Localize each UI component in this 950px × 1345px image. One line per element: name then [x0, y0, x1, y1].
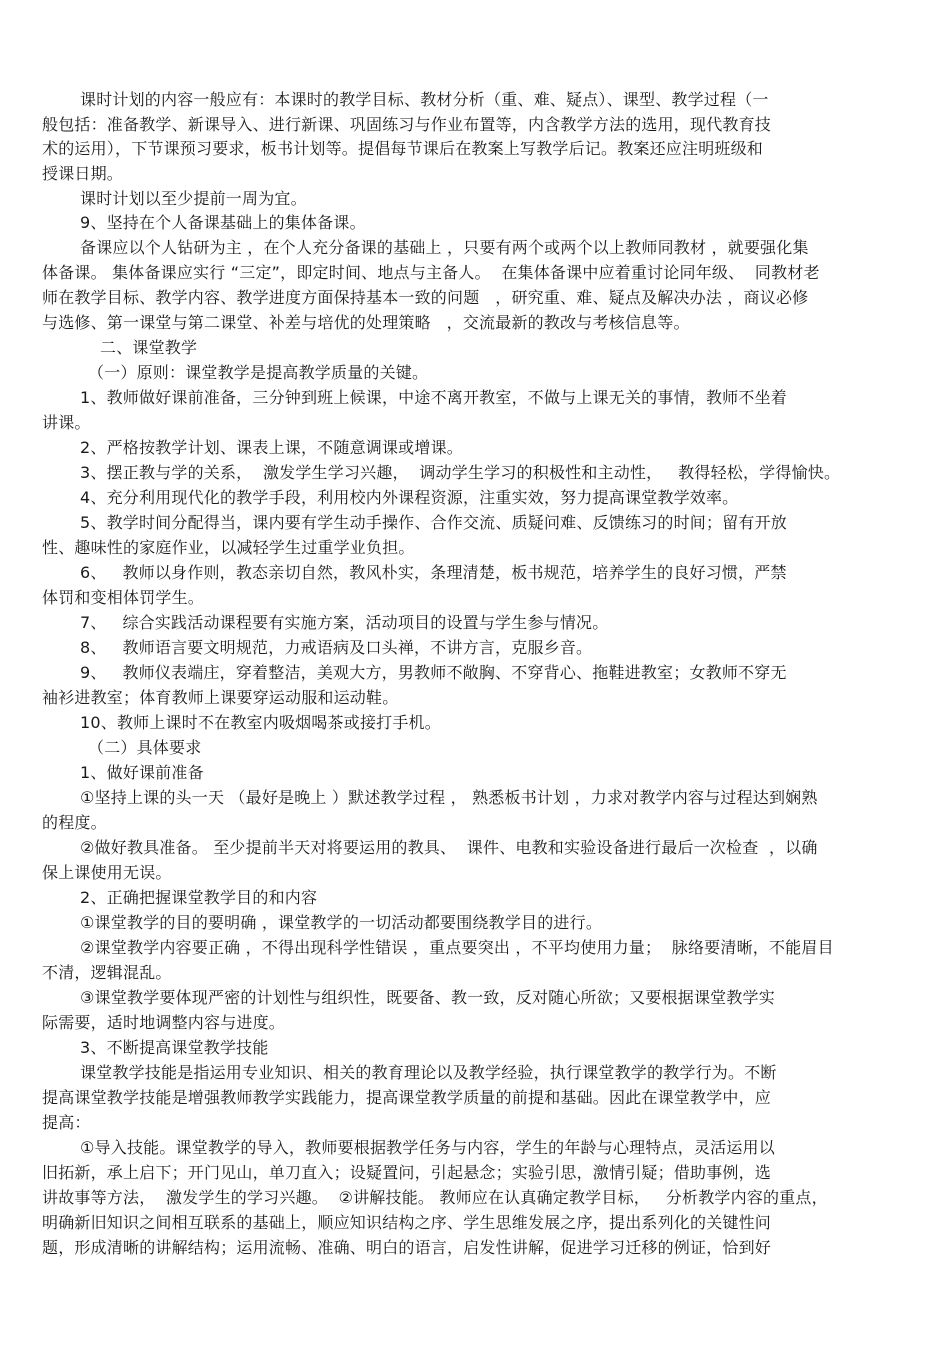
text-line: 体备课。 集体备课应实行 “三定”，即定时间、地点与主备人。 在集体备课中应着重讨论同年级、 同教材老	[42, 263, 820, 282]
section-heading: 二、课堂教学	[100, 338, 198, 357]
text-line: 课堂教学技能是指运用专业知识、相关的教育理论以及教学经验，执行课堂教学的教学行为。不断	[80, 1063, 777, 1082]
subsection-heading: （二）具体要求	[88, 738, 202, 757]
text-line: 保上课使用无误。	[42, 863, 172, 882]
text-line: 3、摆正教与学的关系， 激发学生学习兴趣， 调动学生学习的积极性和主动性， 教得轻松，学得愉快。	[80, 463, 841, 482]
text-line: 际需要，适时地调整内容与进度。	[42, 1013, 286, 1032]
text-line: 2、严格按教学计划、课表上课，不随意调课或增课。	[80, 438, 463, 457]
text-line: 7、 综合实践活动课程要有实施方案，活动项目的设置与学生参与情况。	[80, 613, 609, 632]
text-line: 提高：	[42, 1113, 91, 1132]
text-line: 的程度。	[42, 813, 107, 832]
text-line: 3、不断提高课堂教学技能	[80, 1038, 269, 1057]
text-line: 体罚和变相体罚学生。	[42, 588, 205, 607]
text-line: ②课堂教学内容要正确 ，不得出现科学性错误 ，重点要突出 ，不平均使用力量； 脉络要清晰，不能眉目	[80, 938, 834, 957]
text-line: ①课堂教学的目的要明确 ，课堂教学的一切活动都要围绕教学目的进行。	[80, 913, 603, 932]
text-line: 8、 教师语言要文明规范，力戒语病及口头禅，不讲方言，克服乡音。	[80, 638, 593, 657]
text-line: 5、教学时间分配得当，课内要有学生动手操作、合作交流、质疑问难、反馈练习的时间；留有开放	[80, 513, 787, 532]
subsection-heading: （一）原则：课堂教学是提高教学质量的关键。	[88, 363, 429, 382]
text-line: 备课应以个人钻研为主 ，在个人充分备课的基础上 ，只要有两个或两个以上教师同教材 ，就要强化集	[80, 238, 809, 257]
text-line: 授课日期。	[42, 164, 124, 183]
text-line: ②做好教具准备。 至少提前半天对将要运用的教具、 课件、电教和实验设备进行最后一次检查 ，以确	[80, 838, 818, 857]
text-line: ①坚持上课的头一天 （最好是晚上 ）默述教学过程 ， 熟悉板书计划 ，力求对教学内容与过程达到娴熟	[80, 788, 818, 807]
text-line: 袖衫进教室；体育教师上课要穿运动服和运动鞋。	[42, 688, 399, 707]
text-line: 课时计划以至少提前一周为宜。	[80, 189, 307, 208]
text-line: 9、 教师仪表端庄，穿着整洁，美观大方，男教师不敞胸、不穿背心、拖鞋进教室；女教师不穿无	[80, 663, 787, 682]
text-line: 不清，逻辑混乱。	[42, 963, 172, 982]
text-line: ①导入技能。课堂教学的导入，教师要根据教学任务与内容，学生的年龄与心理特点，灵活运用以	[80, 1138, 775, 1157]
text-line: 4、充分利用现代化的教学手段，利用校内外课程资源，注重实效，努力提高课堂教学效率。	[80, 488, 739, 507]
text-line: 1、做好课前准备	[80, 763, 204, 782]
text-line: 1、教师做好课前准备，三分钟到班上候课，中途不离开教室，不做与上课无关的事情，教师不坐着	[80, 388, 787, 407]
text-line: ③课堂教学要体现严密的计划性与组织性，既要备、教一致，反对随心所欲；又要根据课堂教学实	[80, 988, 775, 1007]
text-line: 性、趣味性的家庭作业，以减轻学生过重学业负担。	[42, 538, 415, 557]
text-line: 与选修、第一课堂与第二课堂、补差与培优的处理策略 ，交流最新的教改与考核信息等。	[42, 313, 690, 332]
text-line: 提高课堂教学技能是增强教师教学实践能力，提高课堂教学质量的前提和基础。因此在课堂教学中，应	[42, 1088, 772, 1107]
text-line: 10、教师上课时不在教室内吸烟喝茶或接打手机。	[80, 713, 441, 732]
text-line: 般包括：准备教学、新课导入、进行新课、巩固练习与作业布置等，内含教学方法的选用，现代教育技	[42, 115, 772, 134]
text-line: 明确新旧知识之间相互联系的基础上，顺应知识结构之序、学生思维发展之序，提出系列化的关键性问	[42, 1213, 772, 1232]
text-line: 2、正确把握课堂教学目的和内容	[80, 888, 318, 907]
text-line: 讲故事等方法， 激发学生的学习兴趣。 ②讲解技能。 教师应在认真确定教学目标， 分析教学内容的重点，	[42, 1188, 828, 1207]
text-line: 旧拓新，承上启下；开门见山，单刀直入；设疑置问，引起悬念；实验引思，激情引疑；借助事例，选	[42, 1163, 772, 1182]
text-line: 9、坚持在个人备课基础上的集体备课。	[80, 213, 366, 232]
text-line: 术的运用），下节课预习要求，板书计划等。提倡每节课后在教案上写教学后记。教案还应注明班级和	[42, 139, 764, 158]
text-line: 题，形成清晰的讲解结构；运用流畅、准确、明白的语言，启发性讲解，促进学习迁移的例证，恰到好	[42, 1238, 772, 1257]
text-line: 课时计划的内容一般应有：本课时的教学目标、教材分析（重、难、疑点）、课型、教学过程（一	[80, 90, 769, 109]
text-line: 讲课。	[42, 413, 91, 432]
text-line: 师在教学目标、教学内容、教学进度方面保持基本一致的问题 ，研究重、难、疑点及解决办法 ，商议必修	[42, 288, 809, 307]
text-line: 6、 教师以身作则，教态亲切自然，教风朴实，条理清楚，板书规范，培养学生的良好习惯，严禁	[80, 563, 787, 582]
